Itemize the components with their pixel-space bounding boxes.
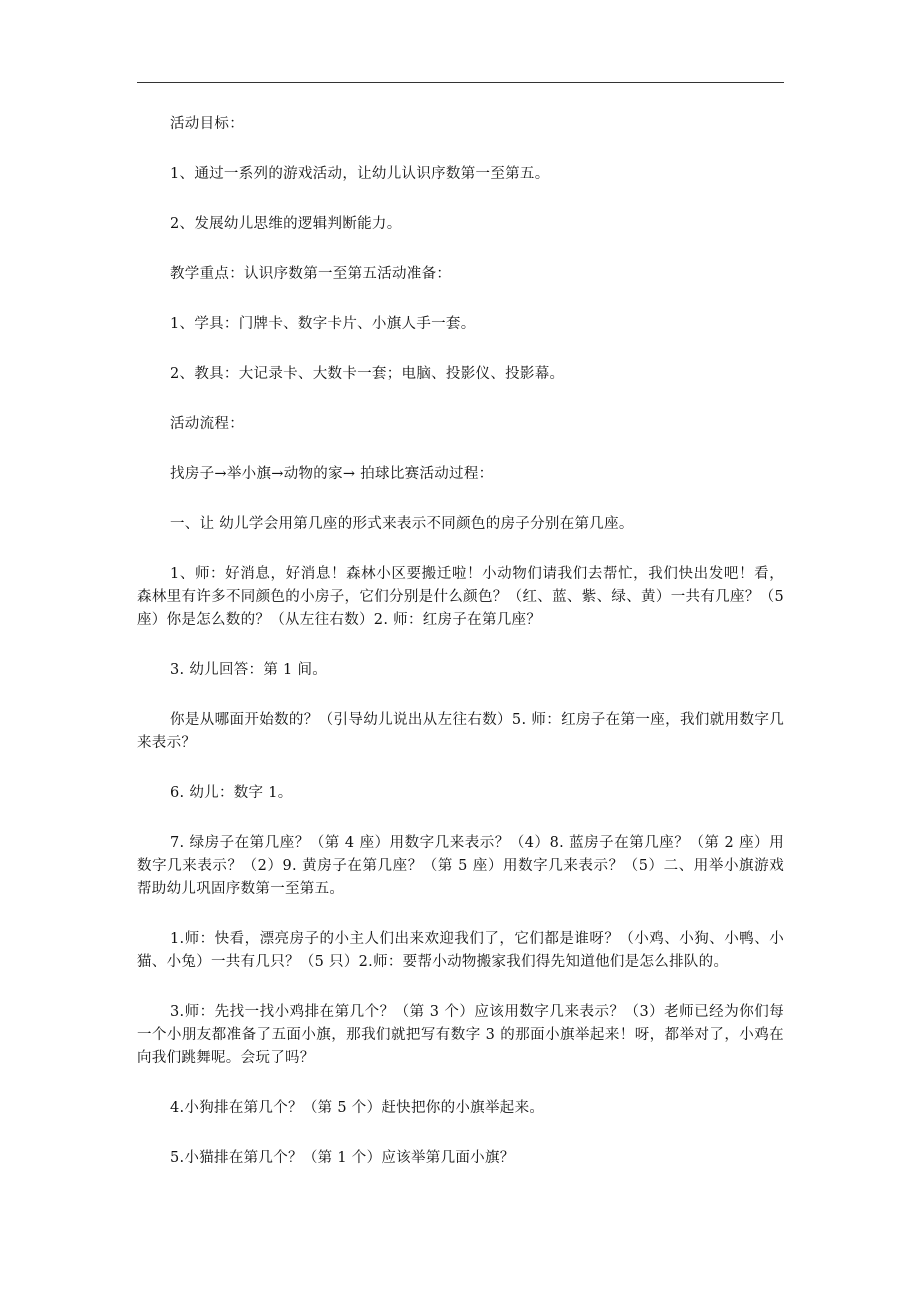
paragraph-step-4: 你是从哪面开始数的？（引导幼儿说出从左往右数）5. 师：红房子在第一座，我们就用数字几来表示？: [137, 712, 784, 751]
paragraph-step-3: 3. 幼儿回答：第 1 间。: [170, 662, 328, 678]
paragraph-step-1: 1、师：好消息，好消息！森林小区要搬迁啦！小动物们请我们去帮忙，我们快出发吧！看，森林里有许多不同颜色的小房子，它们分别是什么颜色？（红、蓝、紫、绿、黄）一共有几座？（5座）你是怎么数的？（从左往右数）2. 师：红房子在第几座？: [137, 566, 784, 628]
heading-activity-flow: 活动流程：: [170, 416, 244, 432]
paragraph-step-6: 6. 幼儿：数字 1。: [170, 785, 293, 801]
paragraph-flag-5: 5.小猫排在第几个？（第 1 个）应该举第几面小旗？: [170, 1150, 515, 1166]
goal-item-1: 1、通过一系列的游戏活动，让幼儿认识序数第一至第五。: [170, 166, 550, 182]
paragraph-flag-1: 1.师：快看，漂亮房子的小主人们出来欢迎我们了，它们都是谁呀？（小鸡、小狗、小鸭、小猫、小兔）一共有几只？（5 只）2.师：要帮小动物搬家我们得先知道他们是怎么排队的。: [137, 931, 784, 970]
goal-item-2: 2、发展幼儿思维的逻辑判断能力。: [170, 216, 402, 232]
heading-activity-goals: 活动目标：: [170, 116, 244, 132]
section-one-title: 一、让 幼儿学会用第几座的形式来表示不同颜色的房子分别在第几座。: [170, 516, 634, 532]
document-body: [137, 113, 784, 1197]
teaching-focus: 教学重点：认识序数第一至第五活动准备：: [170, 266, 452, 282]
prep-item-2: 2、教具：大记录卡、大数卡一套；电脑、投影仪、投影幕。: [170, 366, 565, 382]
paragraph-step-7: 7. 绿房子在第几座？（第 4 座）用数字几来表示？（4）8. 蓝房子在第几座？（第 2 座）用数字几来表示？（2）9. 黄房子在第几座？（第 5 座）用数字几来表示？（5）二、用举小旗游戏帮助幼儿巩固序数第一至第五。: [137, 835, 784, 897]
prep-item-1: 1、学具：门牌卡、数字卡片、小旗人手一套。: [170, 316, 476, 332]
paragraph-flag-4: 4.小狗排在第几个？（第 5 个）赶快把你的小旗举起来。: [170, 1100, 545, 1116]
paragraph-flag-3: 3.师：先找一找小鸡排在第几个？（第 3 个）应该用数字几来表示？（3）老师已经为你们每一个小朋友都准备了五面小旗，那我们就把写有数字 3 的那面小旗举起来！呀，都举对了，小鸡在向我们跳舞呢。会玩了吗？: [137, 1004, 784, 1066]
flow-sequence: 找房子→举小旗→动物的家→ 拍球比赛活动过程：: [170, 466, 494, 482]
header-rule: [137, 82, 784, 83]
